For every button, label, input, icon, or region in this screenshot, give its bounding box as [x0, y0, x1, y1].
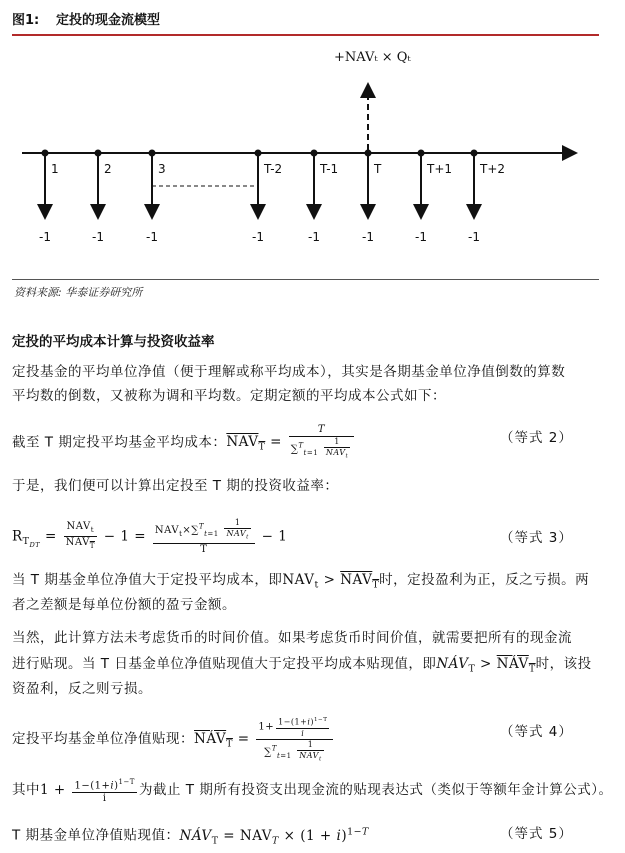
outflow-label: -1 [252, 230, 264, 244]
equation-4-formula: $\overline{NÁV}_{\overline{T}}$ = 1+ $\frac{1-(1+i)^{1-T}}{i}$ ∑$^T_{t=1}$ $\frac{1}{NAV_t}$ [194, 731, 335, 747]
equation-5-prefix: T 期基金单位净值贴现值： [12, 827, 180, 844]
equation-5-formula: $NÁV_T = NAV_T \times (1 + i)^{1-T}$ [179, 826, 369, 847]
outflow-label: -1 [146, 230, 158, 244]
section-heading: 定投的平均成本计算与投资收益率 [12, 334, 215, 350]
paragraph-2: 于是，我们便可以计算出定投至 T 期的投资收益率： [12, 478, 339, 494]
period-dot [95, 150, 102, 157]
paragraph-3-inequality: $NAV_t > \overline{NAV}_{\overline{T}}$ [282, 572, 380, 591]
equation-3: $R_{T_{DT}}$ = $\frac{NAV_t}{\overline{NAV}_{\overline{T}}}$ − 1 = $NAV_t\times\sum^T_{t=1}$ $\frac{1}{NAV_t}$ T − 1 [12, 518, 288, 555]
outflow-label: -1 [415, 230, 427, 244]
paragraph-5-text-b: 为截止 T 期所有投资支出现金流的贴现表达式（类似于等额年金计算公式）。 [138, 782, 613, 799]
equation-4-label: （等式 4） [500, 724, 573, 740]
paragraph-5 [12, 776, 618, 805]
source-divider [12, 279, 599, 280]
period-label: 3 [158, 162, 166, 176]
outflow-label: -1 [362, 230, 374, 244]
period-label: 1 [51, 162, 59, 176]
equation-2-prefix: 截至 T 期定投平均基金平均成本： [12, 434, 227, 451]
period-label: T+2 [480, 162, 506, 176]
outflow-arrows [42, 150, 478, 217]
paragraph-5-expression: 1 + $\frac{1-(1+i)^{1-T}}{i}$ [40, 778, 135, 805]
period-label: T [374, 162, 382, 176]
outflow-label: -1 [308, 230, 320, 244]
period-label: 2 [104, 162, 112, 176]
paragraph-4-text-b: 时，该投 [535, 656, 592, 672]
paragraph-4-text-a: 进行贴现。当 T 日基金单位净值贴现值大于定投平均成本贴现值，即 [12, 656, 437, 672]
outflow-label: -1 [39, 230, 51, 244]
period-dot [311, 150, 318, 157]
outflow-label: -1 [468, 230, 480, 244]
inflow-formula: +NAVₜ × Qₜ [334, 50, 411, 65]
figure-source: 资料来源: 华泰证券研究所 [14, 286, 143, 299]
paragraph-3-line-2: 者之差额是每单位份额的盈亏金额。 [12, 597, 236, 613]
paragraph-4-line-1: 当然，此计算方法未考虑货币的时间价值。如果考虑货币时间价值，就需要把所有的现金流 [12, 630, 572, 646]
paragraph-3-text-a: 当 T 期基金单位净值大于定投平均成本，即 [12, 572, 283, 588]
figure-title-bar [12, 10, 599, 36]
equation-2-label: （等式 2） [500, 430, 573, 446]
paragraph-3-text-b: 时，定投盈利为正，反之亏损。两 [379, 572, 590, 588]
outflow-label: -1 [92, 230, 104, 244]
period-dot [149, 150, 156, 157]
period-dot [418, 150, 425, 157]
paragraph-4-inequality: $NÁV_T > \overline{NÁV}_{\overline{T}}$ [436, 656, 536, 675]
period-dot [365, 150, 372, 157]
figure-number: 图1: [12, 13, 40, 28]
paragraph-1-line-1: 定投基金的平均单位净值（便于理解或称平均成本），其实是各期基金单位净值倒数的算数 [12, 364, 566, 380]
period-label: T-2 [264, 162, 283, 176]
period-dot [255, 150, 262, 157]
paragraph-4-line-3: 资盈利，反之则亏损。 [12, 681, 152, 697]
period-label: T-1 [320, 162, 339, 176]
paragraph-5-text-a: 其中 [12, 782, 40, 799]
cash-flow-diagram [12, 38, 602, 278]
period-dot [471, 150, 478, 157]
equation-2-formula: $\overline{NAV}_{\overline{T}}$ = T ∑$^T_{t=1}$ $\frac{1}{NAV_t}$ [226, 434, 356, 450]
period-label: T+1 [427, 162, 453, 176]
equation-3-label: （等式 3） [500, 530, 573, 546]
figure-title: 定投的现金流模型 [56, 13, 161, 28]
period-dot [42, 150, 49, 157]
paragraph-1-line-2: 平均数的倒数，又被称为调和平均数。定期定额的平均成本公式如下： [12, 388, 446, 404]
equation-4-prefix: 定投平均基金单位净值贴现： [12, 731, 194, 748]
equation-5-label: （等式 5） [500, 826, 573, 842]
